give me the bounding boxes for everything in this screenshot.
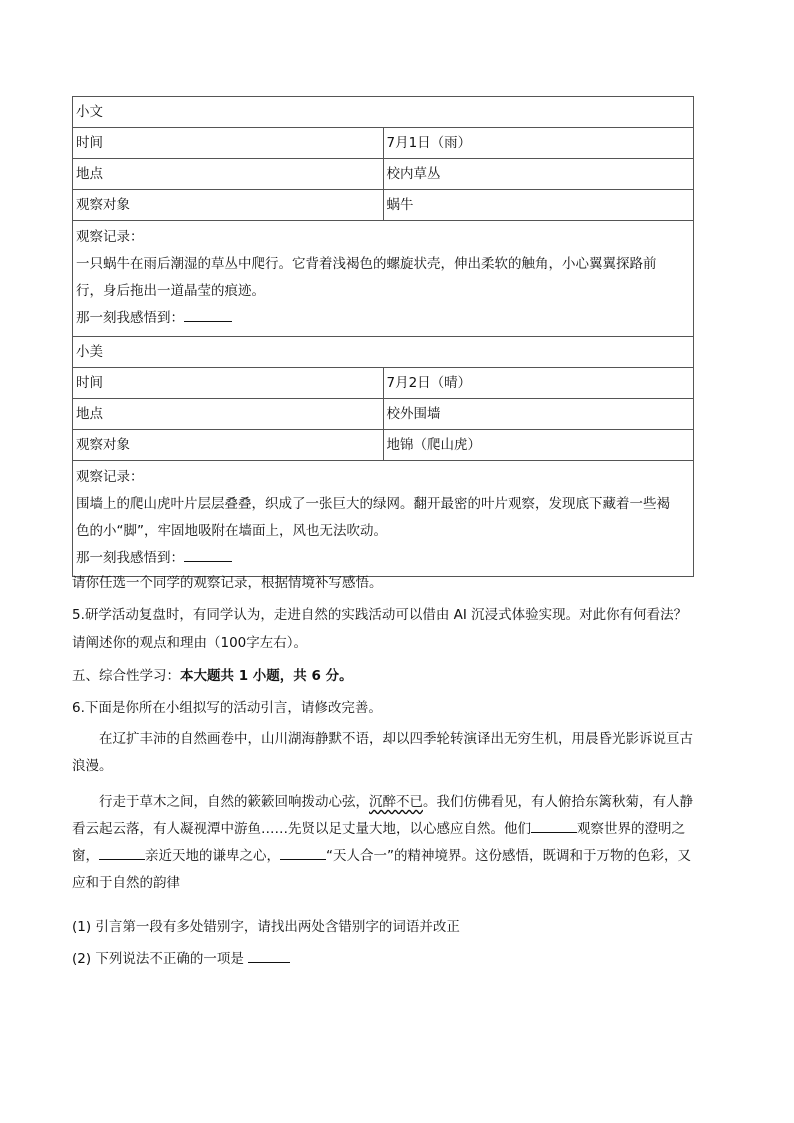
place-value: 校外围墙 xyxy=(383,399,694,430)
insight-line xyxy=(76,545,690,572)
section-score: 本大题共 1 小题，共 6 分。 xyxy=(180,668,353,684)
text-span: 观察世界的澄明之窗， xyxy=(72,821,685,864)
text-span: 行走于草木之间，自然的簌簌回响拨动心弦， xyxy=(99,794,369,810)
question-5-line2: 请阐述你的观点和理由（100字左右）。 xyxy=(72,635,308,651)
record-label: 观察记录： xyxy=(76,469,144,485)
student-name-xiaowen: 小文 xyxy=(73,97,694,128)
answer-blank[interactable] xyxy=(184,547,232,562)
observation-table xyxy=(72,96,694,577)
text-span: (2) 下列说法不正确的一项是 xyxy=(72,951,249,967)
text-span: “天人合一”的精神境界。这份感悟，既调和于万物的色彩，又应和于自然的韵律 xyxy=(72,848,691,891)
question-6: 6.下面是你所在小组拟写的活动引言，请修改完善。 xyxy=(72,700,382,716)
time-value: 7月2日（晴） xyxy=(383,368,694,399)
answer-blank[interactable] xyxy=(184,307,232,322)
object-value: 蜗牛 xyxy=(383,190,694,221)
instruction: 请你任选一个同学的观察记录，根据情境补写感悟。 xyxy=(72,575,383,591)
object-value: 地锦（爬山虎） xyxy=(383,430,694,461)
answer-blank[interactable] xyxy=(248,948,290,963)
place-value: 校内草丛 xyxy=(383,159,694,190)
section-title: 五、综合性学习： xyxy=(72,668,180,684)
record-line: 色的小“脚”，牢固地吸附在墙面上，风也无法吹动。 xyxy=(76,523,387,539)
object-label: 观察对象 xyxy=(73,190,384,221)
object-label: 观察对象 xyxy=(73,430,384,461)
fill-blank-3[interactable] xyxy=(280,845,326,860)
insight-label: 那一刻我感悟到： xyxy=(76,550,184,566)
intro-paragraph-2 xyxy=(72,789,702,897)
time-value: 7月1日（雨） xyxy=(383,128,694,159)
insight-label: 那一刻我感悟到： xyxy=(76,310,184,326)
observation-record-xiaomei xyxy=(73,461,694,577)
time-label: 时间 xyxy=(73,368,384,399)
observation-record-xiaowen xyxy=(73,221,694,337)
section-5-heading xyxy=(72,667,702,685)
place-label: 地点 xyxy=(73,399,384,430)
sub-question-2 xyxy=(72,948,702,968)
record-line: 一只蜗牛在雨后潮湿的草丛中爬行。它背着浅褐色的螺旋状壳，伸出柔软的触角，小心翼翼探路前 xyxy=(76,256,657,272)
place-label: 地点 xyxy=(73,159,384,190)
text-span: 亲近天地的谦卑之心， xyxy=(145,848,280,864)
record-line: 行，身后拖出一道晶莹的痕迹。 xyxy=(76,283,265,299)
insight-line xyxy=(76,305,690,332)
sub-question-1: (1) 引言第一段有多处错别字，请找出两处含错别字的词语并改正 xyxy=(72,919,460,935)
student-name-xiaomei: 小美 xyxy=(73,337,694,368)
record-label: 观察记录： xyxy=(76,229,144,245)
fill-blank-1[interactable] xyxy=(531,818,577,833)
intro-paragraph-1: 在辽扩丰沛的自然画卷中，山川湖海静默不语，却以四季轮转演译出无穷生机，用晨昏光影诉说亘古浪漫。 xyxy=(72,731,693,774)
question-5-line1: 5.研学活动复盘时，有同学认为，走进自然的实践活动可以借由 AI 沉浸式体验实现。对此你有何看法？ xyxy=(72,607,688,623)
record-line: 围墙上的爬山虎叶片层层叠叠，织成了一张巨大的绿网。翻开最密的叶片观察，发现底下藏着一些褐 xyxy=(76,496,670,512)
text-span: 。我们仿佛看见，有人俯拾东篱秋菊，有人静看云起云落，有人凝视潭中游鱼……先贤以足丈量大地，以心感应自然。他们 xyxy=(72,794,693,837)
time-label: 时间 xyxy=(73,128,384,159)
wavy-underlined-phrase: 沉醉不已 xyxy=(369,794,423,810)
fill-blank-2[interactable] xyxy=(99,845,145,860)
